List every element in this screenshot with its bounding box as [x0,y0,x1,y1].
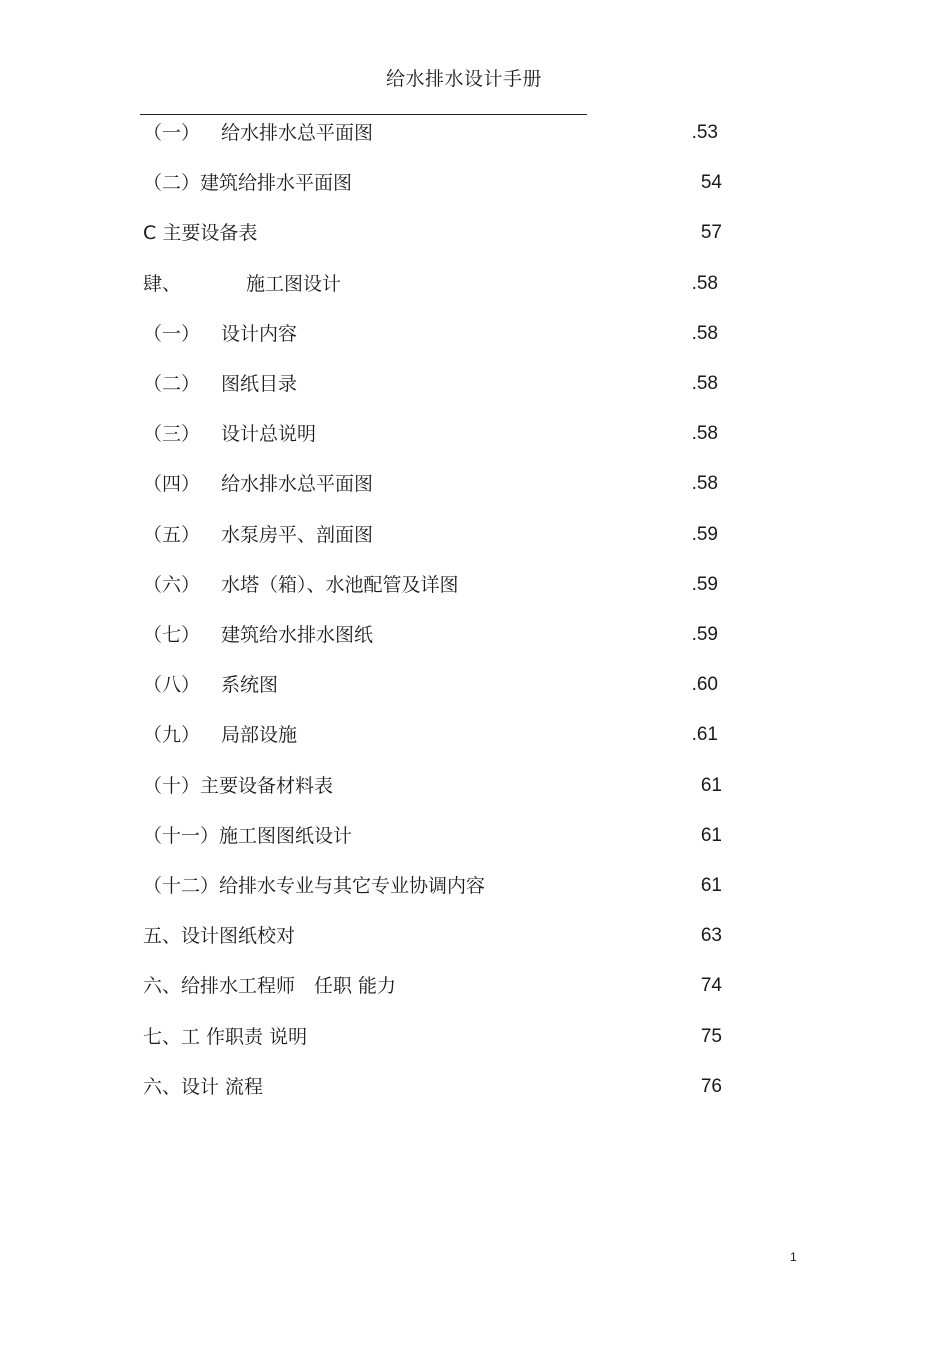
toc-entry-number: 五、 [143,925,182,947]
toc-entry-text: 施工图设计 [246,273,342,295]
toc-entry-page: .58 [691,423,718,444]
toc-entry-text: 主要设备材料表 [200,775,334,797]
toc-entry-page: .58 [691,273,718,294]
toc-entry-page: .59 [691,624,718,645]
toc-entry-number: （二） [143,373,201,395]
toc-entry-text: 局部设施 [221,724,298,746]
toc-entry-text: 系统图 [221,674,279,696]
toc-entry-page: 61 [700,775,722,796]
toc-entry-page: .58 [691,323,718,344]
toc-entry-number: （一） [143,323,201,345]
toc-entry[interactable] [0,269,950,299]
toc-entry-number: 七、 [143,1026,182,1048]
toc-entry-label [143,118,373,148]
page-header-title: 给水排水设计手册 [385,68,542,90]
toc-entry-page: 61 [700,875,722,896]
toc-entry-page: .60 [691,674,718,695]
toc-entry-label [143,319,297,349]
toc-entry-label [143,971,396,1001]
toc-entry-text: 给水排水总平面图 [221,122,374,144]
toc-entry-number: 六、 [143,1076,182,1098]
toc-entry-number: C [143,222,157,244]
toc-entry-label [143,1072,263,1102]
toc-entry-page: 74 [700,975,722,996]
toc-entry-page: .53 [691,122,718,143]
toc-entry-number: （七） [143,624,201,646]
toc-entry-number: 六、 [143,975,182,997]
toc-entry-text: 建筑给水排水图纸 [221,624,374,646]
toc-entry[interactable] [0,520,950,550]
toc-entry-page: .59 [691,574,718,595]
toc-entry-text: 水泵房平、剖面图 [221,524,374,546]
toc-entry-label [143,871,485,901]
toc-entry-number: （十二） [143,875,220,897]
toc-entry-label [143,269,341,299]
toc-entry-label [143,821,352,851]
toc-entry-label [143,369,297,399]
toc-entry[interactable] [0,1022,950,1052]
toc-entry-label [143,720,297,750]
toc-entry-label [143,670,278,700]
toc-entry-text: 设计 流程 [181,1076,264,1098]
toc-entry[interactable] [0,570,950,600]
toc-entry-number: （三） [143,423,201,445]
toc-entry-page: .61 [691,724,718,745]
toc-entry-number: （一） [143,122,201,144]
toc-entry-label [143,921,295,951]
toc-entry[interactable] [0,670,950,700]
toc-entry-page: .58 [691,373,718,394]
toc-entry-text: 工 作职责 说明 [181,1026,308,1048]
toc-entry-text: 设计总说明 [221,423,317,445]
toc-entry-label [143,570,459,600]
toc-entry-number: 肆、 [143,273,182,295]
toc-entry-number: （二） [143,172,201,194]
toc-entry-text: 给排水工程师 任职 能力 [181,975,397,997]
page-number: 1 [790,1250,797,1264]
toc-entry[interactable] [0,469,950,499]
toc-entry-label [143,620,373,650]
toc-entry-page: 76 [700,1076,722,1097]
toc-entry[interactable] [0,369,950,399]
toc-entry-page: 75 [700,1026,722,1047]
toc-entry[interactable] [0,218,950,248]
toc-entry[interactable] [0,319,950,349]
toc-entry[interactable] [0,720,950,750]
toc-entry-text: 图纸目录 [221,373,298,395]
toc-entry-text: 给排水专业与其它专业协调内容 [219,875,486,897]
toc-entry-text: 水塔（箱）、水池配管及详图 [221,574,459,596]
toc-entry-page: .58 [691,473,718,494]
toc-entry-label [143,771,333,801]
toc-entry-label [143,218,257,248]
toc-entry-number: （四） [143,473,201,495]
toc-entry[interactable] [0,620,950,650]
toc-entry-number: （十） [143,775,201,797]
toc-entry[interactable] [0,419,950,449]
toc-entry-text: 给水排水总平面图 [221,473,374,495]
toc-entry-text: 设计内容 [221,323,298,345]
toc-entry-label [143,419,316,449]
toc-entry-page: 57 [700,222,722,243]
toc-entry-number: （六） [143,574,201,596]
toc-entry-number: （五） [143,524,201,546]
toc-entry-number: （八） [143,674,201,696]
toc-entry[interactable] [0,821,950,851]
toc-entry-label [143,469,373,499]
toc-entry[interactable] [0,871,950,901]
toc-entry-number: （九） [143,724,201,746]
toc-entry-page: 61 [700,825,722,846]
toc-entry-text: 主要设备表 [162,222,258,244]
toc-entry[interactable] [0,118,950,148]
toc-entry-page: 54 [700,172,722,193]
toc-entry-label [143,520,373,550]
toc-entry-label [143,168,352,198]
toc-entry[interactable] [0,771,950,801]
toc-entry[interactable] [0,1072,950,1102]
toc-entry-text: 施工图图纸设计 [219,825,353,847]
toc-entry-page: .59 [691,524,718,545]
toc-entry[interactable] [0,168,950,198]
toc-entry[interactable] [0,921,950,951]
toc-entry-page: 63 [700,925,722,946]
toc-entry[interactable] [0,971,950,1001]
toc-entry-label [143,1022,307,1052]
toc-entry-number: （十一） [143,825,220,847]
toc-entry-text: 设计图纸校对 [181,925,296,947]
toc-entry-text: 建筑给排水平面图 [200,172,353,194]
